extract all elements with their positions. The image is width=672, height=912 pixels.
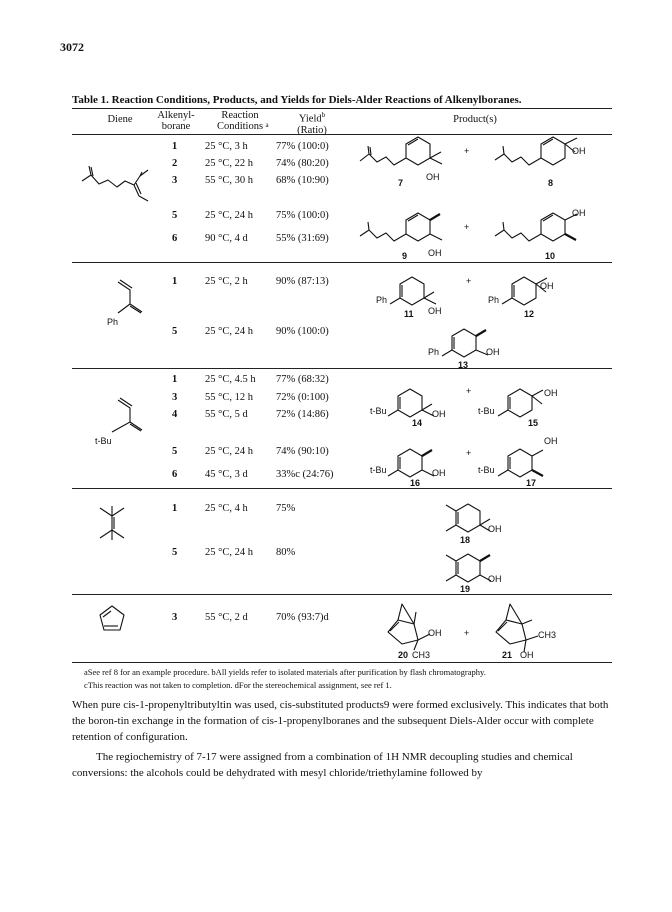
compound-number-label: 10: [545, 251, 556, 261]
borane-cell: 3: [172, 175, 178, 186]
diene-tbutylbutadiene-drawing: [112, 398, 142, 432]
structure-7: [360, 137, 442, 165]
structure-text-label: t-Bu: [370, 406, 387, 416]
yield-cell: 77% (100:0): [276, 141, 329, 152]
borane-cell: 6: [172, 233, 178, 244]
body-paragraph-1: When pure cis-1-propenyltributyltin was used, cis-substituted products9 were formed exclusively. This indicates that both the boron-tin exchange in the formation of cis-1-propenylboranes and the subsequent Diels-Alder occur with complete retention of configuration.: [72, 699, 609, 743]
yield-cell: 70% (93:7)d: [276, 612, 329, 623]
structure-text-label: Ph: [488, 295, 500, 305]
structure-text-label: OH: [520, 650, 534, 660]
conditions-cell: 25 °C, 24 h: [205, 446, 253, 457]
body-paragraph-2: The regiochemistry of 7-17 were assigned from a combination of 1H NMR decoupling studies and chemical conversions: the alcohols could be dehydrated with mesyl chloride/triethylamine followed by: [72, 751, 573, 779]
yield-cell: 74% (90:10): [276, 446, 329, 457]
yield-cell: 72% (0:100): [276, 392, 329, 403]
structure-text-label: Ph: [107, 317, 119, 327]
structure-text-label: Ph: [428, 347, 440, 357]
borane-cell: 5: [172, 326, 178, 337]
yield-cell: 77% (68:32): [276, 374, 329, 385]
structure-text-label: +: [464, 146, 470, 156]
structure-21: [496, 604, 538, 652]
conditions-cell: 25 °C, 24 h: [205, 547, 253, 558]
yield-cell: 90% (100:0): [276, 326, 329, 337]
structure-text-label: OH: [428, 248, 442, 258]
structure-text-label: OH: [572, 208, 586, 218]
conditions-cell: 25 °C, 4.5 h: [205, 374, 256, 385]
page-number: 3072: [60, 40, 84, 54]
compound-number-label: 12: [524, 309, 535, 319]
yield-cell: 74% (80:20): [276, 158, 329, 169]
structure-text-label: +: [464, 222, 470, 232]
conditions-cell: 25 °C, 24 h: [205, 210, 253, 221]
structure-8: [495, 137, 577, 165]
header-yield-sup: b: [321, 111, 326, 119]
diene-phenylbutadiene-drawing: [118, 280, 142, 313]
structure-text-label: OH: [544, 388, 558, 398]
compound-number-label: 21: [502, 650, 513, 660]
structure-13: [442, 329, 488, 357]
structure-text-label: OH: [428, 306, 442, 316]
conditions-cell: 25 °C, 22 h: [205, 158, 253, 169]
conditions-cell: 25 °C, 24 h: [205, 326, 253, 337]
borane-cell: 3: [172, 392, 178, 403]
structure-20: [388, 604, 430, 650]
header-alkenylborane: Alkenyl- borane: [157, 110, 195, 132]
structure-text-label: OH: [572, 146, 586, 156]
compound-number-label: 8: [548, 178, 554, 188]
structure-text-label: OH: [426, 172, 440, 182]
compound-number-label: 9: [402, 251, 408, 261]
compound-number-label: 7: [398, 178, 404, 188]
compound-number-label: 15: [528, 418, 539, 428]
structure-14: [388, 389, 434, 417]
structure-text-label: OH: [486, 347, 500, 357]
yield-cell: 90% (87:13): [276, 276, 329, 287]
header-conditions-sup: a: [265, 121, 269, 129]
borane-cell: 6: [172, 469, 178, 480]
structure-text-label: t-Bu: [370, 465, 387, 475]
header-yield-label: Yield: [298, 113, 322, 125]
compound-number-label: 14: [412, 418, 423, 428]
borane-cell: 1: [172, 374, 178, 385]
yield-cell: 75% (100:0): [276, 210, 329, 221]
structure-text-label: OH: [432, 409, 446, 419]
structure-text-label: Ph: [376, 295, 388, 305]
structure-text-label: +: [464, 628, 470, 638]
borane-cell: 4: [172, 409, 178, 420]
borane-cell: 3: [172, 612, 178, 623]
structure-text-label: +: [466, 276, 472, 286]
conditions-cell: 45 °C, 3 d: [205, 469, 248, 480]
header-diene: Diene: [107, 114, 133, 125]
compound-number-label: 11: [404, 309, 414, 319]
yield-cell: 75%: [276, 503, 296, 514]
structure-text-label: t-Bu: [95, 436, 112, 446]
structure-text-label: t-Bu: [478, 465, 495, 475]
conditions-cell: 55 °C, 2 d: [205, 612, 248, 623]
compound-number-label: 19: [460, 584, 471, 594]
conditions-cell: 55 °C, 5 d: [205, 409, 248, 420]
borane-cell: 5: [172, 547, 178, 558]
diene-myrcene-drawing: [82, 166, 148, 201]
structure-text-label: OH: [432, 468, 446, 478]
conditions-cell: 25 °C, 2 h: [205, 276, 248, 287]
yield-cell: 80%: [276, 547, 296, 558]
structure-18: [446, 504, 490, 532]
diene-dimethylbutadiene-drawing: [100, 506, 124, 540]
header-products: Product(s): [453, 114, 497, 125]
borane-cell: 5: [172, 210, 178, 221]
borane-cell: 1: [172, 503, 178, 514]
compound-number-label: 17: [526, 478, 537, 488]
structure-9: [360, 213, 442, 241]
diene-cyclopentadiene-drawing: [100, 606, 124, 630]
structure-17: [498, 449, 543, 477]
yield-cell: 55% (31:69): [276, 233, 329, 244]
compound-number-label: 20: [398, 650, 409, 660]
structure-text-label: CH3: [538, 630, 557, 640]
borane-cell: 1: [172, 141, 178, 152]
header-conditions-line1: Reaction Conditions: [216, 110, 264, 132]
conditions-cell: 25 °C, 3 h: [205, 141, 248, 152]
conditions-cell: 55 °C, 30 h: [205, 175, 253, 186]
structure-15: [498, 389, 543, 417]
borane-cell: 2: [172, 158, 178, 169]
conditions-cell: 25 °C, 4 h: [205, 503, 248, 514]
structure-19: [446, 554, 491, 582]
table-caption-text: Reaction Conditions, Products, and Yields for Diels-Alder Reactions of Alkenylboranes.: [111, 94, 522, 106]
structure-text-label: +: [466, 386, 472, 396]
yield-cell: 68% (10:90): [276, 175, 329, 186]
yield-cell: 33%c (24:76): [276, 469, 334, 480]
structure-text-label: CH3: [412, 650, 431, 660]
structure-text-label: OH: [544, 436, 558, 446]
structure-10: [495, 213, 577, 241]
yield-cell: 72% (14:86): [276, 409, 329, 420]
structure-11: [390, 277, 436, 305]
footnote-line-2: cThis reaction was not taken to completion. dFor the stereochemical assignment, see ref 1.: [84, 680, 392, 690]
structure-16: [388, 449, 434, 477]
borane-cell: 5: [172, 446, 178, 457]
structure-text-label: OH: [428, 628, 442, 638]
structure-text-label: OH: [488, 574, 502, 584]
table-caption-label: Table 1.: [72, 94, 109, 106]
compound-number-label: 13: [458, 360, 469, 370]
borane-cell: 1: [172, 276, 178, 287]
conditions-cell: 90 °C, 4 d: [205, 233, 248, 244]
footnote-line-1: aSee ref 8 for an example procedure. bAll yields refer to isolated materials after purification by flash chromatography.: [84, 667, 486, 677]
header-yield-ratio: (Ratio): [297, 124, 327, 136]
conditions-cell: 55 °C, 12 h: [205, 392, 253, 403]
compound-number-label: 16: [410, 478, 421, 488]
compound-number-label: 18: [460, 535, 471, 545]
structure-text-label: t-Bu: [478, 406, 495, 416]
structure-text-label: OH: [540, 281, 554, 291]
structure-text-label: OH: [488, 524, 502, 534]
structure-text-label: +: [466, 448, 472, 458]
